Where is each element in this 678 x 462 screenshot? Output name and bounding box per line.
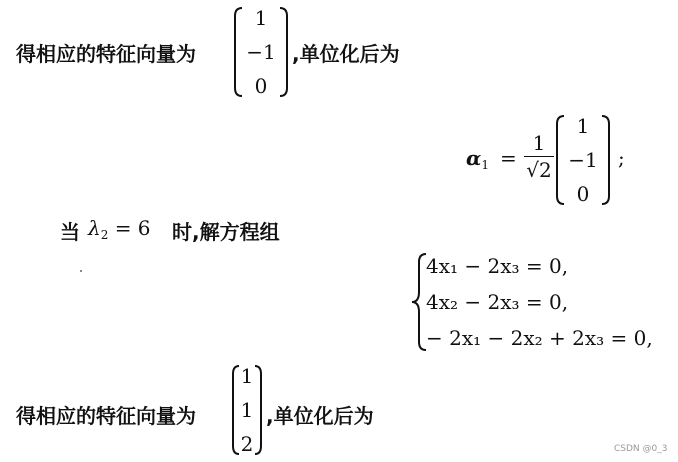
normalize-text-1: ,单位化后为 — [292, 42, 400, 66]
fraction-denominator: √2 — [526, 158, 552, 182]
vector-entry: −1 — [568, 148, 598, 172]
equals-sign: = — [500, 146, 517, 170]
eigenvector-2 — [230, 362, 264, 458]
vector-entry: 0 — [254, 74, 268, 98]
system-equation-1: 4x₁ − 2x₃ = 0, — [426, 254, 569, 278]
semicolon: ; — [618, 146, 625, 170]
lambda-expression: $\lambda_2 = 6$ — [88, 216, 151, 242]
solve-system-text: 时,解方程组 — [172, 220, 280, 244]
when-text: 当 — [60, 220, 80, 244]
eigenvector-text-1: 得相应的特征向量为 — [16, 42, 196, 66]
vector-entry: 0 — [576, 182, 590, 206]
vector-entry: 1 — [240, 398, 254, 422]
watermark: CSDN @0_3 — [614, 444, 668, 454]
eigenvector-text-2: 得相应的特征向量为 — [16, 404, 196, 428]
fraction-one-over-sqrt2 — [524, 132, 554, 181]
vector-entry: 1 — [240, 364, 254, 388]
alpha-symbol: $\alpha_1$ — [466, 146, 490, 172]
vector-entry: 2 — [240, 432, 254, 456]
vector-entry: −1 — [246, 40, 276, 64]
vector-entry: 1 — [576, 114, 590, 138]
vector-entry: 1 — [254, 6, 268, 30]
system-equation-2: 4x₂ − 2x₃ = 0, — [426, 290, 569, 314]
alpha1-vector — [554, 112, 612, 208]
system-equation-3: − 2x₁ − 2x₂ + 2x₃ = 0, — [426, 326, 653, 350]
normalize-text-2: ,单位化后为 — [266, 404, 374, 428]
dot-artifact — [80, 270, 82, 272]
fraction-numerator: 1 — [532, 131, 546, 155]
eigenvector-1 — [232, 4, 290, 100]
